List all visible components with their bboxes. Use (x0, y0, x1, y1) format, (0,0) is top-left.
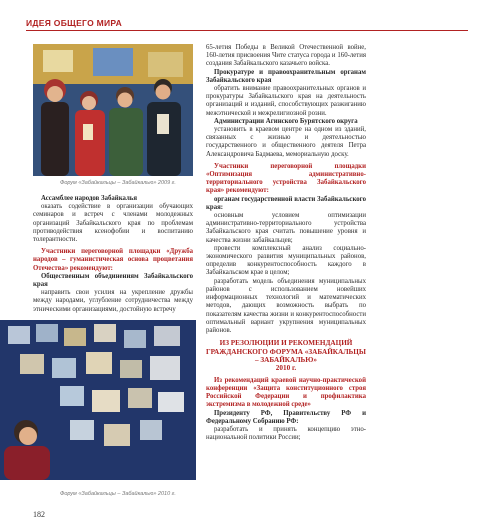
section-heading: ИЗ РЕЗОЛЮЦИИ И РЕКОМЕНДАЦИЙ ГРАЖДАНСКОГО ФОРУМА «ЗАБАЙКАЛЬЦЫ – ЗАБАЙКАЛЬЮ» (206, 339, 366, 364)
photo-forum-2009 (33, 44, 193, 176)
paragraph: установить в краевом центре на одном из зданий, связанных с жизнью и деятельностью государственного и общественного деятеля Петра Александровича Бадмаева, мемориальную доску. (206, 126, 366, 158)
header-title: ИДЕЯ ОБЩЕГО МИРА (26, 18, 126, 28)
right-column (206, 44, 366, 442)
paragraph-heading: Общественным объединениям Забайкальского края (33, 272, 193, 289)
running-header (0, 18, 480, 32)
paragraph-red: Участники переговорной площадки «Оптимизация административно-территориального устройства Забайкальского края» рекомендуют: (206, 162, 366, 195)
paragraph: 65-летия Победы в Великой Отечественной войне, 160-летия присвоения Чите статуса города и 160-летия создания Забайкальского казачьего войска. (206, 44, 366, 68)
paragraph: разработать и принять концепцию этно-национальной политики России; (206, 425, 366, 442)
header-rule (26, 30, 468, 31)
paragraph-heading: Администрации Агинского Бурятского округа (214, 117, 358, 125)
paragraph: разработать модель объединения муниципальных районов с использованием новейших информационных технологий и математических методов, дающих возможность выбрать по показателям качества жизни и конкурентоспособности оптимальный вариант укрупнения муниципальных районов. (206, 277, 366, 334)
left-column (33, 195, 193, 314)
photo-caption: Форум «Забайкальцы – Забайкалью» 2009 г. (60, 180, 176, 186)
paragraph-heading: Ассамблее народов Забайкалья (41, 195, 138, 202)
photo-forum-2010 (0, 320, 196, 480)
paragraph: основным условием оптимизации административно-территориального устройства Забайкальского края считать повышение уровня и качества жизни забайкальцев; (206, 212, 366, 244)
section-year: 2010 г. (275, 364, 297, 373)
photo-caption: Форум «Забайкальцы – Забайкалью» 2010 г. (60, 491, 176, 497)
paragraph-heading: Президенту РФ, Правительству РФ и Федеральному Собранию РФ: (206, 409, 366, 425)
paragraph-heading: органам государственной власти Забайкальского края: (206, 195, 366, 211)
page-number: 182 (33, 510, 45, 519)
paragraph-red: Из рекомендаций краевой научно-практической конференции «Защита конституционного строя Российской Федерации и профилактика экстремизма в молодежной среде» (206, 376, 366, 409)
paragraph: обратить внимание правоохранительных органов и прокуратуры Забайкальского края на деятельность организаций и изданий, способствующих разжиганию межэтнической и межрелигиозной розни. (206, 85, 366, 117)
paragraph-heading: Прокуратуре и правоохранительным органам Забайкальского края (206, 68, 366, 84)
paragraph: оказать содействие в организации обучающих семинаров и встреч с членами молодежных организаций Забайкальского края по проблемам противодействия ксенофобии и воспитанию толерантности. (33, 203, 193, 244)
paragraph: провести комплексный анализ социально-экономического развития муниципальных районов, определив конкурентоспособность каждого в Забайкальском крае в целом; (206, 244, 366, 277)
paragraph-red: Участники переговорной площадки «Дружба народов – гуманистическая основа процветания Отечества» рекомендуют: (33, 248, 193, 272)
paragraph: направить свои усилия на укрепление дружбы между народами, углубление сотрудничества между этническими организациями, достойную встречу (33, 289, 193, 313)
